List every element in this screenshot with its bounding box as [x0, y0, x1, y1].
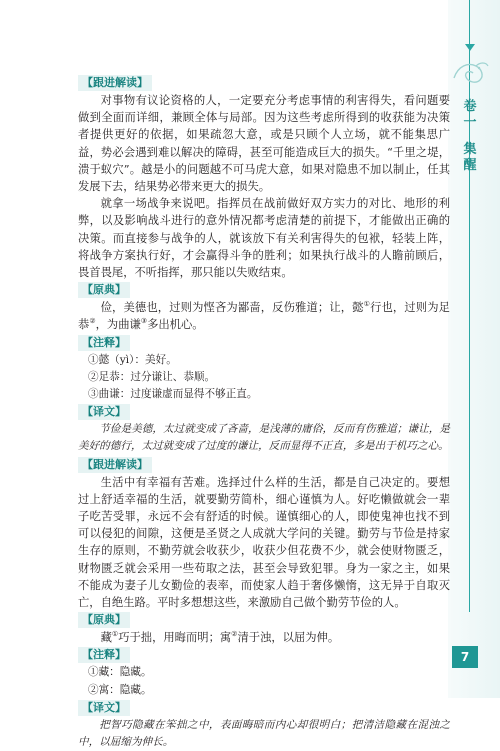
translation-text: 节俭是美德，太过就变成了吝啬，是浅薄的庸俗，反而有伤雅道；谦让，是美好的德行，太过就变成了过度的谦让，反而显得不正直，多是出于机巧之心。	[78, 423, 450, 453]
original-text: 藏①巧于拙，用晦而明；寓②清于浊，以屈为伸。	[100, 630, 340, 645]
note-item: ③曲谦：过度谦虚而显得不够正直。	[88, 388, 258, 401]
footnote-marker: ②	[89, 317, 96, 326]
footnote-marker: ①	[363, 300, 371, 309]
commentary-paragraph: 对事物有议论资格的人，一定要充分考虑事情的利害得失，看问题要做到全面而详细，兼顾全体与局部。因为这些考虑所得到的收获能为决策者提供更好的依据，如果疏忽大意，或是只顾个人立场，就不能集思广益，势必会遇到难以解决的障碍，甚至可能造成巨大的损失。“千里之堤，溃于蚁穴”。越是小的问题越不可马虎大意，如果对隐患不加以制止，任其发展下去，结果势必带来更大的损失。	[78, 94, 450, 194]
follow-up-commentary-heading: 【跟进解读】	[78, 75, 152, 91]
volume-section-title	[460, 100, 480, 173]
note-item: ①藏：隐藏。	[88, 666, 152, 679]
footnote-marker: ③	[140, 317, 148, 326]
section-char-1: 集	[463, 142, 477, 158]
translation-heading: 【译文】	[78, 700, 130, 716]
notes-heading: 【注释】	[78, 647, 130, 663]
note-item: ②足恭：过分谦让、恭顺。	[88, 370, 216, 383]
commentary-paragraph: 就拿一场战争来说吧。指挥员在战前做好双方实力的对比、地形的利弊，以及影响战斗进行的意外情况都考虑清楚的前提下，才能做出正确的决策。而直接参与战争的人，就该放下有关利害得失的包袱，轻装上阵，将战争方案执行好，才会赢得斗争的胜利；如果执行战斗的人瞻前顾后，畏首畏尾，不听指挥，那只能以失败结束。	[78, 197, 450, 280]
note-item: ①懿（yì）：美好。	[88, 353, 177, 366]
translation-text: 把智巧隐藏在笨拙之中，表面晦暗而内心却很明白；把清洁隐藏在混浊之中，以屈缩为伸长。	[78, 718, 450, 749]
side-divider-line	[469, 0, 470, 612]
arrow-down-icon	[465, 44, 475, 51]
section-char-2: 醒	[463, 157, 477, 173]
page-number: 7	[452, 646, 478, 668]
dragon-emblem-icon	[450, 58, 490, 88]
original-text-heading: 【原典】	[78, 612, 130, 628]
text-column	[78, 74, 450, 751]
volume-char-2: 一	[463, 114, 477, 130]
original-text: 俭，美德也，过则为悭吝为鄙啬，反伤雅道；让，懿①行也，过则为足恭②，为曲谦③多出机心。	[78, 300, 450, 332]
note-item: ②寓：隐藏。	[88, 683, 152, 696]
notes-heading: 【注释】	[78, 335, 130, 351]
volume-char-1: 卷	[463, 99, 477, 114]
footnote-marker: ②	[231, 630, 238, 639]
follow-up-commentary-heading: 【跟进解读】	[78, 457, 152, 473]
original-text-heading: 【原典】	[78, 282, 130, 298]
footnote-marker: ①	[111, 630, 119, 639]
commentary-paragraph: 生活中有幸福有苦难。选择过什么样的生活，都是自己决定的。要想过上舒适幸福的生活，就要勤劳简朴，细心谨慎为人。好吃懒做就会一辈子吃苦受罪，永远不会有舒适的时候。谨慎细心的人，即使鬼神也找不到可以侵犯的间隙，这便是圣贤之人成就大学问的关键。勤劳与节俭是持家生存的原则，不勤劳就会收获少，收获少但花费不少，就会使财物匮乏，财物匮乏就会采用一些苟取之法，甚至会导致犯罪。身为一家之主，如果不能成为妻子儿女勤俭的表率，而使家人趋于奢侈懒惰，这无异于自取灭亡，自绝生路。平时多想想这些，来激励自己做个勤劳节俭的人。	[78, 475, 450, 610]
translation-heading: 【译文】	[78, 404, 130, 420]
